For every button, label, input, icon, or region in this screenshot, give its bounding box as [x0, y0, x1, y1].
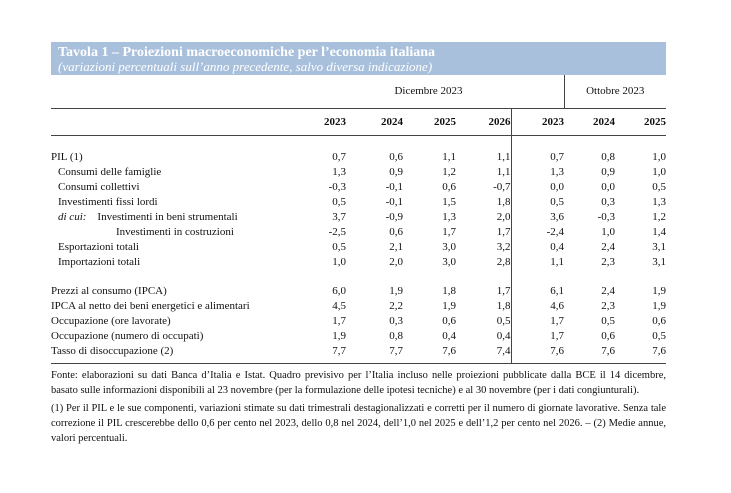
year-header: 2025	[615, 109, 666, 136]
cell: 0,7	[511, 150, 564, 165]
row-label: Occupazione (numero di occupati)	[51, 330, 204, 342]
year-header: 2025	[403, 109, 456, 136]
cell: -0,9	[385, 211, 403, 223]
row-label: Consumi collettivi	[58, 181, 140, 193]
cell: 2,4	[601, 285, 616, 297]
cell: -0,3	[597, 211, 616, 223]
projections-table-panel	[51, 42, 666, 449]
cell: 0,3	[389, 315, 403, 327]
cell: 1,3	[442, 211, 456, 223]
cell: 7,6	[601, 345, 616, 357]
cell: 1,0	[652, 151, 667, 163]
row-label: Investimenti in costruzioni	[116, 226, 234, 238]
row-label: Occupazione (ore lavorate)	[51, 315, 171, 327]
row-label: Importazioni totali	[58, 256, 141, 268]
table-row	[51, 210, 666, 225]
table-row	[51, 255, 666, 270]
row-label: Consumi delle famiglie	[58, 166, 162, 178]
projections-table	[51, 75, 666, 363]
table-subtitle: (variazioni percentuali sull’anno precedente, salvo diversa indicazione)	[58, 59, 433, 74]
table-header-band	[51, 42, 666, 75]
cell: 1,7	[511, 314, 564, 329]
year-header: 2024	[346, 109, 403, 136]
cell: 7,4	[496, 345, 511, 357]
cell: 1,1	[496, 151, 511, 163]
table-row	[51, 195, 666, 210]
cell: 2,2	[389, 300, 403, 312]
cell: 0,6	[389, 151, 403, 163]
year-header: 2023	[295, 109, 346, 136]
table-row	[51, 344, 666, 363]
cell: 1,4	[652, 226, 667, 238]
cell: -0,1	[385, 181, 403, 193]
cell: 3,7	[332, 211, 346, 223]
cell: 1,3	[652, 196, 667, 208]
cell: 1,8	[496, 300, 511, 312]
cell: 1,7	[496, 226, 511, 238]
group-header-row	[51, 75, 666, 109]
table-footnotes	[51, 363, 666, 446]
table-row	[51, 165, 666, 180]
year-header: 2026	[456, 109, 511, 136]
cell: 1,1	[442, 151, 456, 163]
table-row	[51, 150, 666, 165]
table-row	[51, 329, 666, 344]
cell: 7,6	[442, 345, 456, 357]
footnote-source: Fonte: elaborazioni su dati Banca d’Italia e Istat. Quadro previsivo per l’Italia incluso nelle proiezioni pubblicate dalla BCE il 14 dicembre, basato sulle informazioni disponibili al 23 novembre (per la formulazione delle ipotesi tecniche) e al 30 novembre (per i dati congiunturali).	[51, 370, 666, 396]
cell: 0,9	[389, 166, 403, 178]
cell: 0,0	[511, 180, 564, 195]
footnote-notes: (1) Per il PIL e le sue componenti, variazioni stimate su dati trimestrali destagionalizzati e corretti per il numero di giornate lavorative. Senza tale correzione il PIL crescerebbe dello 0,6 per cento nel 2023, dello 0,8 nel 2024, dell’1,0 nel 2025 e dell’1,2 per cento nel 2026. – (2) Medie annue, valori percentuali.	[51, 403, 666, 444]
cell: 3,6	[511, 210, 564, 225]
cell: 0,6	[389, 226, 403, 238]
cell: 1,9	[332, 330, 346, 342]
cell: 1,7	[332, 315, 346, 327]
group-label-ottobre: Ottobre 2023	[564, 75, 666, 109]
row-label: PIL (1)	[51, 151, 83, 163]
row-label: Prezzi al consumo (IPCA)	[51, 285, 167, 297]
cell: 7,6	[511, 344, 564, 363]
cell: 7,7	[332, 345, 346, 357]
row-label: Esportazioni totali	[58, 241, 139, 253]
cell: -0,7	[493, 181, 511, 193]
table-row	[51, 225, 666, 240]
cell: 1,2	[442, 166, 456, 178]
cell: 1,7	[511, 329, 564, 344]
cell: 0,5	[652, 330, 667, 342]
cell: 2,8	[496, 256, 511, 268]
cell: 1,7	[496, 285, 511, 297]
table-row	[51, 299, 666, 314]
cell: 0,5	[496, 315, 511, 327]
cell: -2,4	[511, 225, 564, 240]
cell: 3,1	[652, 256, 667, 268]
cell: 3,0	[442, 256, 456, 268]
cell: 1,5	[442, 196, 456, 208]
cell: 2,1	[389, 241, 403, 253]
table-row	[51, 240, 666, 255]
cell: 1,0	[332, 256, 346, 268]
cell: 0,5	[332, 196, 346, 208]
cell: 0,9	[601, 166, 616, 178]
cell: 3,0	[442, 241, 456, 253]
row-label-prefix: di cui:	[58, 211, 87, 223]
table-row	[51, 284, 666, 299]
cell: 0,6	[442, 181, 456, 193]
cell: 0,4	[511, 240, 564, 255]
cell: 2,4	[601, 241, 616, 253]
row-label-text: Investimenti in beni strumentali	[97, 211, 238, 223]
cell: 0,5	[511, 195, 564, 210]
year-header: 2023	[511, 109, 564, 136]
cell: 7,6	[652, 345, 667, 357]
cell: 1,8	[496, 196, 511, 208]
cell: 2,3	[601, 300, 616, 312]
cell: 3,1	[652, 241, 667, 253]
cell: 2,3	[601, 256, 616, 268]
cell: 0,7	[332, 151, 346, 163]
cell: 1,9	[442, 300, 456, 312]
cell: 6,0	[332, 285, 346, 297]
cell: 1,1	[496, 166, 511, 178]
table-row	[51, 180, 666, 195]
row-label: IPCA al netto dei beni energetici e alimentari	[51, 300, 250, 312]
cell: 0,5	[601, 315, 616, 327]
cell: 2,0	[389, 256, 403, 268]
cell: 0,5	[652, 181, 667, 193]
cell: 0,5	[332, 241, 346, 253]
cell: 0,6	[652, 315, 667, 327]
cell: 1,8	[442, 285, 456, 297]
cell: -0,1	[385, 196, 403, 208]
cell: 4,6	[511, 299, 564, 314]
cell: 3,2	[496, 241, 511, 253]
cell: 1,3	[511, 165, 564, 180]
cell: 7,7	[389, 345, 403, 357]
cell: 1,3	[332, 166, 346, 178]
cell: 1,2	[652, 211, 667, 223]
cell: 0,0	[601, 181, 616, 193]
cell: 0,8	[601, 151, 616, 163]
row-label	[51, 210, 295, 225]
table-row	[51, 314, 666, 329]
group-label-dicembre: Dicembre 2023	[394, 85, 463, 97]
cell: 0,4	[496, 330, 511, 342]
cell: 0,6	[601, 330, 616, 342]
cell: 4,5	[332, 300, 346, 312]
row-label: Investimenti fissi lordi	[58, 196, 158, 208]
cell: 1,7	[442, 226, 456, 238]
cell: 1,9	[389, 285, 403, 297]
cell: 0,6	[442, 315, 456, 327]
cell: 1,0	[652, 166, 667, 178]
cell: -0,3	[328, 181, 346, 193]
cell: -2,5	[328, 226, 346, 238]
cell: 0,4	[442, 330, 456, 342]
cell: 1,9	[652, 285, 667, 297]
table-title: Tavola 1 – Proiezioni macroeconomiche per l’economia italiana	[58, 45, 436, 60]
cell: 1,0	[601, 226, 616, 238]
cell: 0,8	[389, 330, 403, 342]
cell: 6,1	[511, 284, 564, 299]
cell: 1,1	[511, 255, 564, 270]
cell: 0,3	[601, 196, 616, 208]
cell: 2,0	[496, 211, 511, 223]
cell: 1,9	[652, 300, 667, 312]
year-header: 2024	[564, 109, 615, 136]
year-header-row	[51, 109, 666, 136]
row-label: Tasso di disoccupazione (2)	[51, 345, 174, 357]
